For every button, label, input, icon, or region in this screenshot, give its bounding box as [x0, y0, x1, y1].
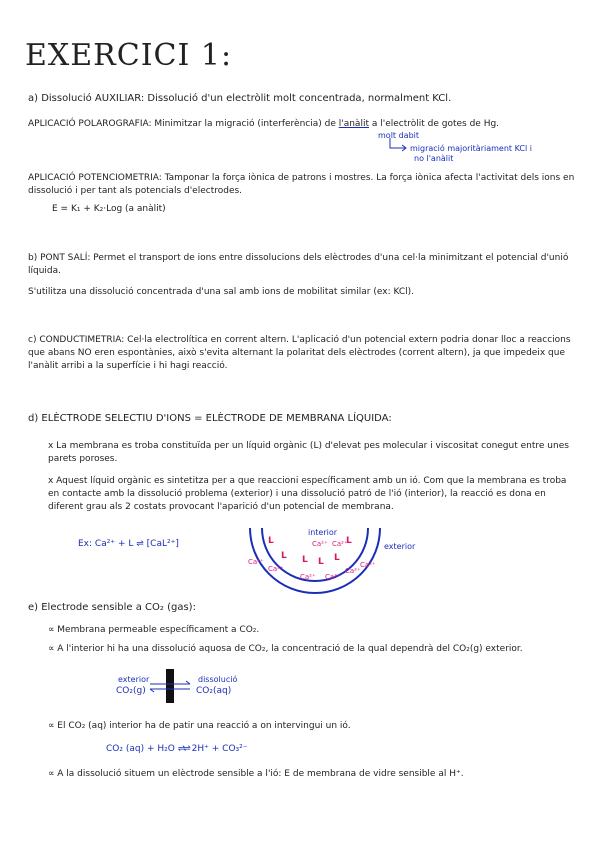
equilibrium-arrow-icon: ⇌⇌ [177, 744, 189, 754]
calcium-ion: Ca²⁺ [268, 565, 284, 573]
membrane-barrier-icon [146, 667, 196, 707]
calcium-ion: Ca²⁺ [300, 573, 316, 581]
interior-label: interior [308, 528, 338, 537]
calcium-ion: Ca²⁺ [345, 567, 361, 575]
section-e-heading: e) Electrode sensible a CO₂ (gas): [28, 602, 196, 613]
section-e-bullet2: ∝ A l'interior hi ha una dissolució aquosa de CO₂, la concentració de la qual dependrà del CO₂(g) exterior. [48, 644, 523, 654]
note-arrow-icon [388, 138, 408, 152]
ligand-mark: L [302, 555, 308, 565]
polarografia-text-pre: APLICACIÓ POLAROGRAFIA: Minimitzar la migració (interferència) de [28, 119, 339, 129]
section-b-line2: S'utilitza una dissolució concentrada d'una sal amb ions de mobilitat similar (ex: KCl). [28, 287, 415, 297]
section-a-heading: a) Dissolució AUXILIAR: Dissolució d'un electròlit molt concentrada, normalment KCl. [28, 93, 452, 104]
co2-reaction [106, 744, 248, 754]
calcium-ion: Ca²⁺ [325, 573, 341, 581]
co2-exterior-label: exterior [118, 675, 150, 684]
section-e-bullet4: ∝ A la dissolució situem un elèctrode sensible a l'ió: E de membrana de vidre sensible al H⁺. [48, 769, 464, 779]
note-migracio: migració majoritàriament KCl i [410, 144, 532, 153]
section-e-bullet1: ∝ Membrana permeable específicament a CO₂. [48, 625, 260, 635]
calcium-ion: Ca²⁺ [360, 561, 376, 569]
co2-gas: CO₂(g) [116, 686, 146, 696]
reaction-right: 2H⁺ + CO₃²⁻ [191, 744, 248, 754]
nernst-formula: E = K₁ + K₂·Log (a anàlit) [52, 204, 166, 214]
polarografia-text-post: a l'electròlit de gotes de Hg. [368, 119, 500, 129]
section-a-polarografia [28, 118, 588, 131]
ligand-mark: L [268, 536, 274, 546]
example-label: Ex: [78, 539, 93, 549]
calcium-ion: Ca²⁺ [332, 540, 348, 548]
calcium-ion: Ca²⁺ [248, 558, 264, 566]
exterior-label: exterior [384, 542, 416, 551]
ligand-mark: L [281, 551, 287, 561]
equilibrium-arrow-icon: ⇌ [136, 539, 144, 549]
reaction-left: CO₂ (aq) + H₂O [106, 744, 175, 754]
section-e-bullet3: ∝ El CO₂ (aq) interior ha de patir una reacció a on intervingui un ió. [48, 721, 351, 731]
section-a-potenciometria: APLICACIÓ POTENCIOMETRIA: Tamponar la força iònica de patrons i mostres. La força iònica afecta l'activitat dels ions en dissolució i per tant als potencials d'electrodes. [28, 173, 575, 196]
section-d-heading: d) ELÈCTRODE SELECTIU D'IONS = ELÈCTRODE DE MEMBRANA LÍQUIDA: [28, 413, 392, 424]
calcium-ion: Ca²⁺ [312, 540, 328, 548]
ligand-mark: L [318, 557, 324, 567]
note-no-analit: no l'anàlit [414, 154, 454, 163]
section-c-text: c) CONDUCTIMETRIA: Cel·la electrolítica en corrent altern. L'aplicació d'un potencial extern podria donar lloc a reaccions que abans NO eren espontànies, això s'evita alternant la polaritat dels elèctrodes (corrent altern), ja que impedeix que l'anàlit arribi a la superfície i hi hagi reacció. [28, 335, 571, 371]
section-b-heading: b) PONT SALÍ: Permet el transport de ions entre dissolucions dels elèctrodes d'una cel·la minimitzant el potencial d'unió líquida. [28, 253, 569, 276]
co2-dissolucio-label: dissolució [198, 675, 238, 684]
example-left: Ca²⁺ + L [94, 539, 134, 549]
note-molt-dabit: molt dabit [378, 131, 420, 140]
ligand-mark: L [346, 536, 352, 546]
example-equation [78, 538, 179, 551]
co2-aq: CO₂(aq) [196, 686, 232, 696]
page-title: EXERCICI 1: [25, 38, 233, 73]
ligand-mark: L [334, 553, 340, 563]
polarografia-analit: l'anàlit [338, 119, 369, 129]
section-d-bullet1: x La membrana es troba constituïda per un líquid orgànic (L) d'elevat pes molecular i viscositat conegut entre unes parets poroses. [48, 441, 569, 464]
section-d-bullet2: x Aquest líquid orgànic es sintetitza per a que reaccioni específicament amb un ió. Com que la membrana es troba en contacte amb la dissolució problema (exterior) i una dissolució patró de l'ió (interior), la reacció es dona en diferent grau als 2 costats provocant l'aparició d'un potencial de membrana. [48, 476, 567, 512]
example-right: [CaL²⁺] [146, 539, 179, 549]
